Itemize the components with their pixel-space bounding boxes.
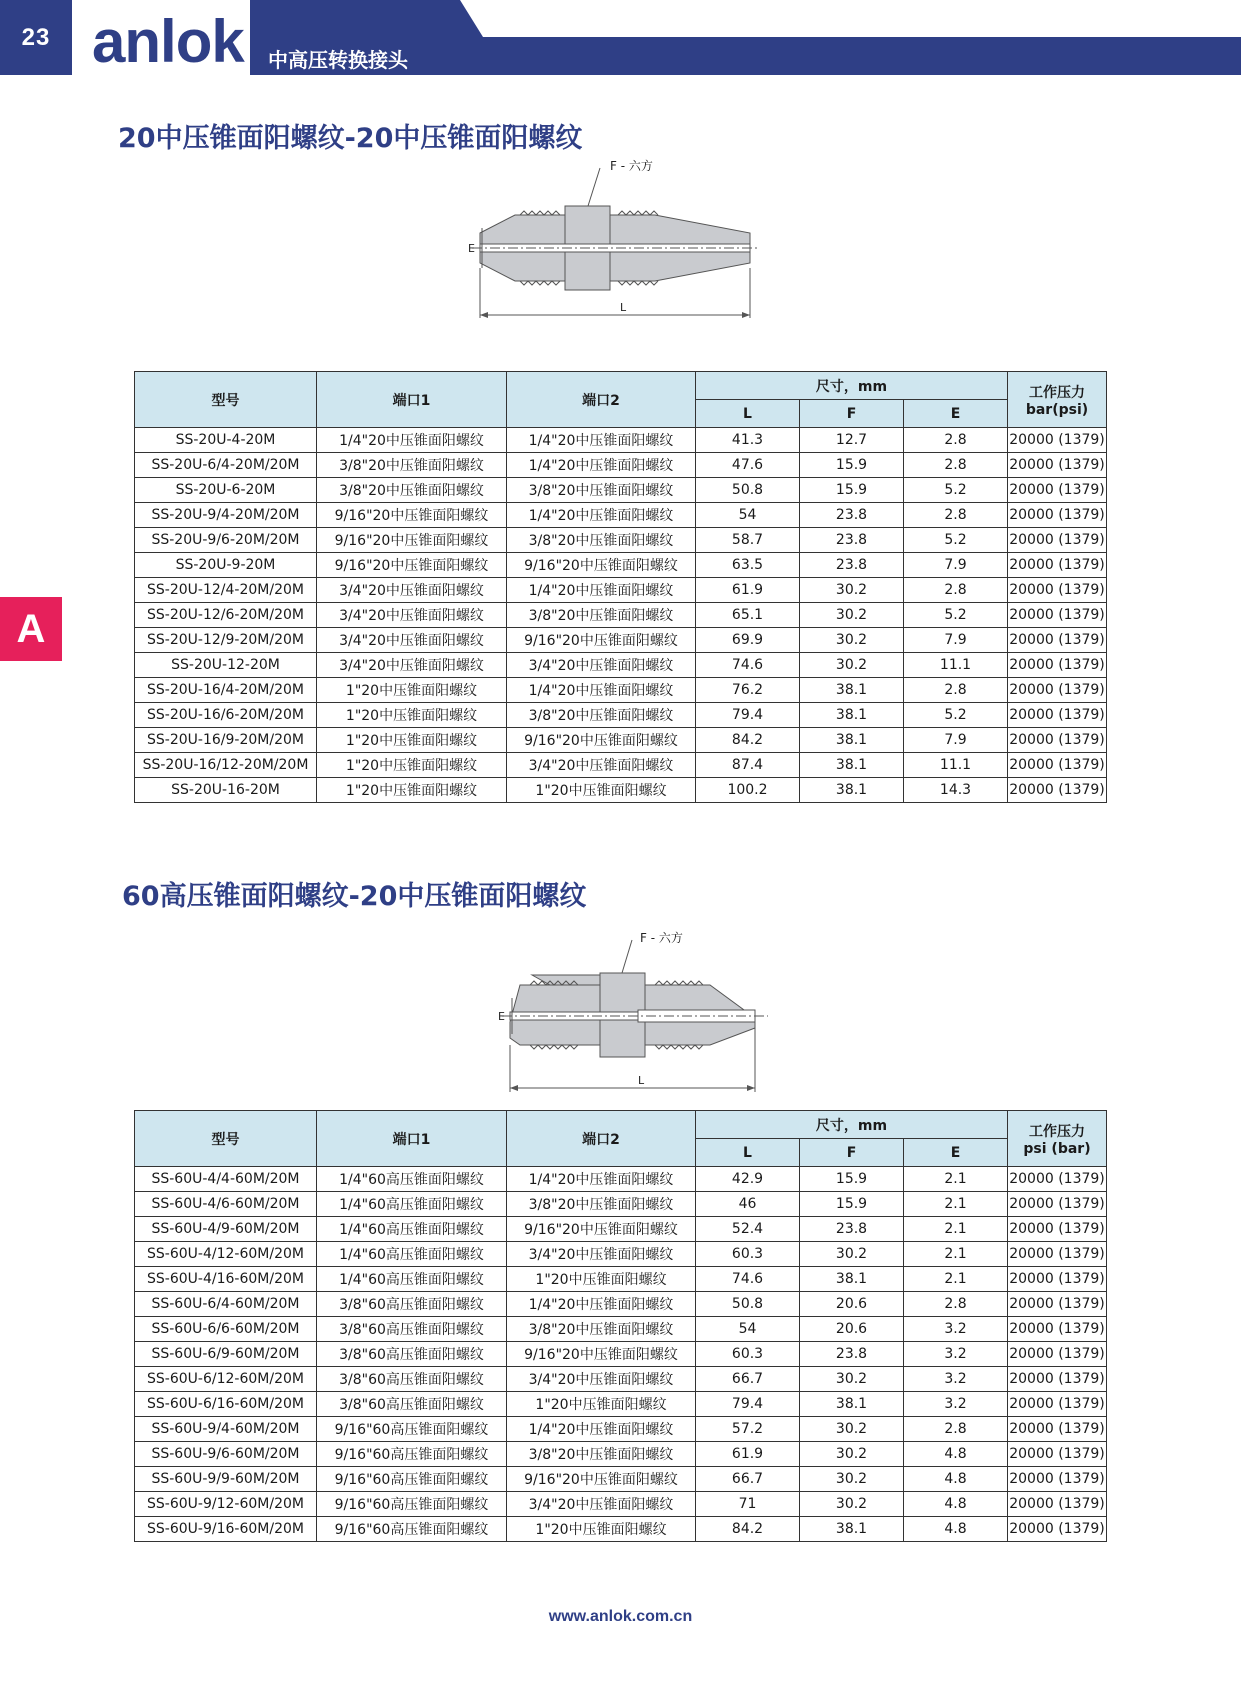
cell-F: 20.6 [800,1317,904,1342]
table-row [135,1267,1107,1292]
cell-model: SS-60U-4/12-60M/20M [135,1242,317,1267]
cell-pressure: 20000 (1379) [1008,1442,1107,1467]
cell-E: 4.8 [904,1517,1008,1542]
cell-E: 2.8 [904,578,1008,603]
cell-model: SS-60U-4/16-60M/20M [135,1267,317,1292]
cell-F: 38.1 [800,1267,904,1292]
cell-port1: 1"20中压锥面阳螺纹 [317,678,507,703]
cell-model: SS-60U-6/9-60M/20M [135,1342,317,1367]
cell-L: 57.2 [696,1417,800,1442]
cell-pressure: 20000 (1379) [1008,1392,1107,1417]
cell-pressure: 20000 (1379) [1008,553,1107,578]
cell-E: 3.2 [904,1367,1008,1392]
cell-L: 42.9 [696,1167,800,1192]
col-header-port2: 端口2 [507,1111,696,1167]
table-row [135,503,1107,528]
cell-pressure: 20000 (1379) [1008,478,1107,503]
col-header-port1: 端口1 [317,1111,507,1167]
cell-port1: 3/8"60高压锥面阳螺纹 [317,1292,507,1317]
fitting-diagram-1 [470,158,760,328]
cell-port2: 3/8"20中压锥面阳螺纹 [507,1192,696,1217]
cell-model: SS-60U-9/6-60M/20M [135,1442,317,1467]
cell-model: SS-60U-9/4-60M/20M [135,1417,317,1442]
cell-E: 5.2 [904,603,1008,628]
cell-port1: 9/16"20中压锥面阳螺纹 [317,528,507,553]
cell-E: 4.8 [904,1492,1008,1517]
table-row [135,1217,1107,1242]
cell-E: 2.8 [904,1417,1008,1442]
cell-model: SS-20U-16/9-20M/20M [135,728,317,753]
table-row [135,1467,1107,1492]
cell-port1: 1/4"60高压锥面阳螺纹 [317,1217,507,1242]
cell-pressure: 20000 (1379) [1008,578,1107,603]
cell-port1: 3/8"60高压锥面阳螺纹 [317,1367,507,1392]
cell-port2: 3/8"20中压锥面阳螺纹 [507,478,696,503]
cell-port1: 1/4"20中压锥面阳螺纹 [317,428,507,453]
cell-pressure: 20000 (1379) [1008,678,1107,703]
cell-pressure: 20000 (1379) [1008,1167,1107,1192]
cell-L: 76.2 [696,678,800,703]
cell-model: SS-60U-4/4-60M/20M [135,1167,317,1192]
cell-port1: 9/16"60高压锥面阳螺纹 [317,1417,507,1442]
cell-port1: 1"20中压锥面阳螺纹 [317,703,507,728]
cell-port2: 3/4"20中压锥面阳螺纹 [507,1242,696,1267]
cell-L: 52.4 [696,1217,800,1242]
cell-port2: 9/16"20中压锥面阳螺纹 [507,728,696,753]
footer-website[interactable]: www.anlok.com.cn [548,1608,693,1625]
col-header-model: 型号 [135,1111,317,1167]
cell-pressure: 20000 (1379) [1008,753,1107,778]
cell-port1: 9/16"60高压锥面阳螺纹 [317,1467,507,1492]
cell-F: 15.9 [800,1167,904,1192]
cell-port1: 3/8"20中压锥面阳螺纹 [317,453,507,478]
hex-label: F - 六方 [610,159,653,173]
cell-model: SS-20U-4-20M [135,428,317,453]
cell-port2: 3/8"20中压锥面阳螺纹 [507,528,696,553]
cell-pressure: 20000 (1379) [1008,778,1107,803]
cell-model: SS-60U-9/9-60M/20M [135,1467,317,1492]
cell-E: 11.1 [904,753,1008,778]
cell-pressure: 20000 (1379) [1008,1342,1107,1367]
cell-port2: 3/4"20中压锥面阳螺纹 [507,1367,696,1392]
cell-port1: 3/4"20中压锥面阳螺纹 [317,653,507,678]
col-header-pressure [1008,1111,1107,1167]
cell-pressure: 20000 (1379) [1008,503,1107,528]
cell-L: 61.9 [696,578,800,603]
cell-E: 2.1 [904,1217,1008,1242]
cell-F: 30.2 [800,578,904,603]
cell-port2: 1/4"20中压锥面阳螺纹 [507,428,696,453]
cell-L: 54 [696,1317,800,1342]
brand-logo: anlok [92,8,244,75]
table-row [135,1317,1107,1342]
cell-model: SS-20U-16/6-20M/20M [135,703,317,728]
table-row [135,778,1107,803]
cell-port1: 1"20中压锥面阳螺纹 [317,728,507,753]
e-label: E [498,1010,505,1023]
page-number: 23 [0,0,72,75]
cell-model: SS-60U-9/16-60M/20M [135,1517,317,1542]
table-row [135,728,1107,753]
cell-F: 38.1 [800,678,904,703]
table-row [135,1242,1107,1267]
cell-F: 23.8 [800,553,904,578]
col-header-L: L [696,1139,800,1167]
cell-L: 71 [696,1492,800,1517]
cell-port2: 9/16"20中压锥面阳螺纹 [507,1217,696,1242]
cell-model: SS-20U-9/4-20M/20M [135,503,317,528]
cell-F: 23.8 [800,528,904,553]
cell-E: 7.9 [904,553,1008,578]
cell-L: 46 [696,1192,800,1217]
cell-L: 87.4 [696,753,800,778]
table-row [135,1392,1107,1417]
cell-model: SS-20U-12/6-20M/20M [135,603,317,628]
table-row [135,528,1107,553]
cell-E: 7.9 [904,628,1008,653]
pressure-unit: psi (bar) [1023,1140,1091,1157]
cell-L: 60.3 [696,1342,800,1367]
col-header-dimensions: 尺寸，mm [696,1111,1008,1139]
cell-model: SS-60U-6/6-60M/20M [135,1317,317,1342]
cell-F: 38.1 [800,1392,904,1417]
cell-port1: 3/8"60高压锥面阳螺纹 [317,1392,507,1417]
cell-pressure: 20000 (1379) [1008,1267,1107,1292]
cell-pressure: 20000 (1379) [1008,453,1107,478]
table-row [135,703,1107,728]
cell-port2: 1/4"20中压锥面阳螺纹 [507,678,696,703]
table-row [135,678,1107,703]
table-row [135,753,1107,778]
cell-port1: 1"20中压锥面阳螺纹 [317,753,507,778]
cell-port1: 3/8"20中压锥面阳螺纹 [317,478,507,503]
cell-L: 61.9 [696,1442,800,1467]
cell-pressure: 20000 (1379) [1008,653,1107,678]
cell-E: 11.1 [904,653,1008,678]
cell-F: 38.1 [800,728,904,753]
cell-F: 38.1 [800,703,904,728]
e-label: E [468,242,475,255]
cell-L: 66.7 [696,1467,800,1492]
cell-port2: 1/4"20中压锥面阳螺纹 [507,453,696,478]
cell-port1: 9/16"60高压锥面阳螺纹 [317,1517,507,1542]
cell-model: SS-20U-6-20M [135,478,317,503]
cell-model: SS-20U-16/12-20M/20M [135,753,317,778]
col-header-E: E [904,400,1008,428]
cell-port2: 9/16"20中压锥面阳螺纹 [507,1342,696,1367]
cell-F: 30.2 [800,1417,904,1442]
spec-table-2 [134,1110,1107,1542]
cell-port1: 1"20中压锥面阳螺纹 [317,778,507,803]
cell-port2: 1/4"20中压锥面阳螺纹 [507,503,696,528]
cell-L: 54 [696,503,800,528]
cell-port1: 9/16"60高压锥面阳螺纹 [317,1442,507,1467]
table-row [135,1192,1107,1217]
cell-L: 58.7 [696,528,800,553]
cell-F: 23.8 [800,503,904,528]
cell-port1: 1/4"60高压锥面阳螺纹 [317,1192,507,1217]
cell-port2: 3/4"20中压锥面阳螺纹 [507,1492,696,1517]
cell-E: 14.3 [904,778,1008,803]
cell-port2: 1"20中压锥面阳螺纹 [507,1517,696,1542]
col-header-E: E [904,1139,1008,1167]
cell-L: 84.2 [696,728,800,753]
cell-pressure: 20000 (1379) [1008,1417,1107,1442]
cell-E: 4.8 [904,1467,1008,1492]
cell-model: SS-60U-9/12-60M/20M [135,1492,317,1517]
cell-model: SS-60U-6/16-60M/20M [135,1392,317,1417]
cell-E: 2.8 [904,453,1008,478]
cell-port2: 1/4"20中压锥面阳螺纹 [507,578,696,603]
table-row [135,1292,1107,1317]
cell-L: 79.4 [696,1392,800,1417]
cell-L: 79.4 [696,703,800,728]
cell-port2: 1/4"20中压锥面阳螺纹 [507,1167,696,1192]
section1-title: 20中压锥面阳螺纹-20中压锥面阳螺纹 [118,123,583,154]
cell-E: 2.8 [904,1292,1008,1317]
cell-pressure: 20000 (1379) [1008,528,1107,553]
cell-pressure: 20000 (1379) [1008,1317,1107,1342]
cell-L: 50.8 [696,1292,800,1317]
section-tab-a: A [0,597,62,661]
section2-title: 60高压锥面阳螺纹-20中压锥面阳螺纹 [122,881,587,912]
cell-port1: 9/16"20中压锥面阳螺纹 [317,553,507,578]
cell-pressure: 20000 (1379) [1008,1242,1107,1267]
cell-model: SS-20U-16/4-20M/20M [135,678,317,703]
cell-E: 5.2 [904,528,1008,553]
cell-port1: 3/8"60高压锥面阳螺纹 [317,1342,507,1367]
cell-F: 23.8 [800,1342,904,1367]
cell-port2: 3/8"20中压锥面阳螺纹 [507,703,696,728]
cell-E: 2.1 [904,1192,1008,1217]
cell-port1: 1/4"60高压锥面阳螺纹 [317,1267,507,1292]
cell-E: 5.2 [904,478,1008,503]
cell-port1: 1/4"60高压锥面阳螺纹 [317,1167,507,1192]
cell-E: 3.2 [904,1392,1008,1417]
table-row [135,653,1107,678]
cell-model: SS-60U-4/9-60M/20M [135,1217,317,1242]
cell-L: 69.9 [696,628,800,653]
col-header-L: L [696,400,800,428]
cell-model: SS-20U-12/9-20M/20M [135,628,317,653]
table-row [135,1167,1107,1192]
table-row [135,628,1107,653]
cell-port2: 3/8"20中压锥面阳螺纹 [507,1442,696,1467]
cell-F: 15.9 [800,453,904,478]
cell-L: 74.6 [696,653,800,678]
col-header-dimensions: 尺寸，mm [696,372,1008,400]
cell-F: 38.1 [800,778,904,803]
cell-F: 20.6 [800,1292,904,1317]
cell-pressure: 20000 (1379) [1008,703,1107,728]
cell-model: SS-20U-9-20M [135,553,317,578]
cell-model: SS-60U-6/12-60M/20M [135,1367,317,1392]
cell-E: 2.8 [904,503,1008,528]
cell-E: 4.8 [904,1442,1008,1467]
cell-L: 50.8 [696,478,800,503]
cell-pressure: 20000 (1379) [1008,1367,1107,1392]
cell-port2: 1"20中压锥面阳螺纹 [507,1392,696,1417]
table-row [135,1342,1107,1367]
cell-L: 100.2 [696,778,800,803]
cell-E: 2.1 [904,1167,1008,1192]
cell-port2: 3/4"20中压锥面阳螺纹 [507,653,696,678]
table-row [135,578,1107,603]
l-label: L [638,1074,645,1087]
col-header-port2: 端口2 [507,372,696,428]
cell-pressure: 20000 (1379) [1008,1292,1107,1317]
cell-port1: 3/4"20中压锥面阳螺纹 [317,578,507,603]
cell-E: 2.1 [904,1267,1008,1292]
cell-L: 60.3 [696,1242,800,1267]
cell-F: 15.9 [800,1192,904,1217]
table-row [135,1442,1107,1467]
cell-F: 38.1 [800,753,904,778]
cell-port1: 9/16"20中压锥面阳螺纹 [317,503,507,528]
cell-F: 30.2 [800,1467,904,1492]
cell-port1: 3/4"20中压锥面阳螺纹 [317,603,507,628]
cell-pressure: 20000 (1379) [1008,1517,1107,1542]
cell-pressure: 20000 (1379) [1008,1467,1107,1492]
cell-port2: 1"20中压锥面阳螺纹 [507,778,696,803]
table-row [135,478,1107,503]
cell-F: 30.2 [800,1367,904,1392]
cell-port2: 3/4"20中压锥面阳螺纹 [507,753,696,778]
cell-model: SS-20U-16-20M [135,778,317,803]
cell-L: 41.3 [696,428,800,453]
cell-model: SS-20U-12/4-20M/20M [135,578,317,603]
cell-port2: 3/8"20中压锥面阳螺纹 [507,603,696,628]
pressure-label: 工作压力 [1029,1123,1085,1140]
table-row [135,603,1107,628]
cell-F: 30.2 [800,1442,904,1467]
col-header-pressure [1008,372,1107,428]
cell-model: SS-20U-12-20M [135,653,317,678]
cell-model: SS-60U-6/4-60M/20M [135,1292,317,1317]
table-row [135,428,1107,453]
cell-F: 30.2 [800,603,904,628]
cell-F: 30.2 [800,628,904,653]
cell-pressure: 20000 (1379) [1008,1192,1107,1217]
cell-model: SS-20U-6/4-20M/20M [135,453,317,478]
cell-F: 12.7 [800,428,904,453]
cell-E: 2.8 [904,428,1008,453]
cell-port2: 9/16"20中压锥面阳螺纹 [507,1467,696,1492]
cell-model: SS-60U-4/6-60M/20M [135,1192,317,1217]
cell-L: 63.5 [696,553,800,578]
cell-port2: 1"20中压锥面阳螺纹 [507,1267,696,1292]
cell-port2: 9/16"20中压锥面阳螺纹 [507,628,696,653]
cell-port2: 1/4"20中压锥面阳螺纹 [507,1417,696,1442]
page-category-title: 中高压转换接头 [268,48,408,72]
cell-L: 84.2 [696,1517,800,1542]
fitting-diagram-2 [500,930,770,1100]
cell-pressure: 20000 (1379) [1008,728,1107,753]
cell-E: 5.2 [904,703,1008,728]
spec-table-1 [134,371,1107,803]
table-row [135,1517,1107,1542]
cell-pressure: 20000 (1379) [1008,603,1107,628]
cell-L: 66.7 [696,1367,800,1392]
cell-L: 47.6 [696,453,800,478]
cell-E: 7.9 [904,728,1008,753]
cell-model: SS-20U-9/6-20M/20M [135,528,317,553]
cell-F: 30.2 [800,1242,904,1267]
col-header-F: F [800,1139,904,1167]
cell-port2: 1/4"20中压锥面阳螺纹 [507,1292,696,1317]
cell-pressure: 20000 (1379) [1008,428,1107,453]
pressure-label: 工作压力 [1029,384,1085,401]
cell-port2: 9/16"20中压锥面阳螺纹 [507,553,696,578]
cell-F: 23.8 [800,1217,904,1242]
cell-port1: 9/16"60高压锥面阳螺纹 [317,1492,507,1517]
col-header-F: F [800,400,904,428]
table-row [135,453,1107,478]
cell-F: 30.2 [800,653,904,678]
cell-port1: 3/8"60高压锥面阳螺纹 [317,1317,507,1342]
col-header-port1: 端口1 [317,372,507,428]
table-row [135,1417,1107,1442]
table-row [135,553,1107,578]
cell-pressure: 20000 (1379) [1008,1217,1107,1242]
table-row [135,1367,1107,1392]
cell-E: 3.2 [904,1317,1008,1342]
cell-L: 65.1 [696,603,800,628]
cell-E: 2.8 [904,678,1008,703]
cell-F: 15.9 [800,478,904,503]
l-label: L [620,301,627,314]
cell-pressure: 20000 (1379) [1008,628,1107,653]
cell-F: 30.2 [800,1492,904,1517]
cell-port2: 3/8"20中压锥面阳螺纹 [507,1317,696,1342]
table-row [135,1492,1107,1517]
cell-pressure: 20000 (1379) [1008,1492,1107,1517]
cell-E: 3.2 [904,1342,1008,1367]
pressure-unit: bar(psi) [1025,401,1089,418]
cell-F: 38.1 [800,1517,904,1542]
hex-label: F - 六方 [640,931,683,945]
cell-L: 74.6 [696,1267,800,1292]
cell-port1: 3/4"20中压锥面阳螺纹 [317,628,507,653]
cell-E: 2.1 [904,1242,1008,1267]
col-header-model: 型号 [135,372,317,428]
cell-port1: 1/4"60高压锥面阳螺纹 [317,1242,507,1267]
